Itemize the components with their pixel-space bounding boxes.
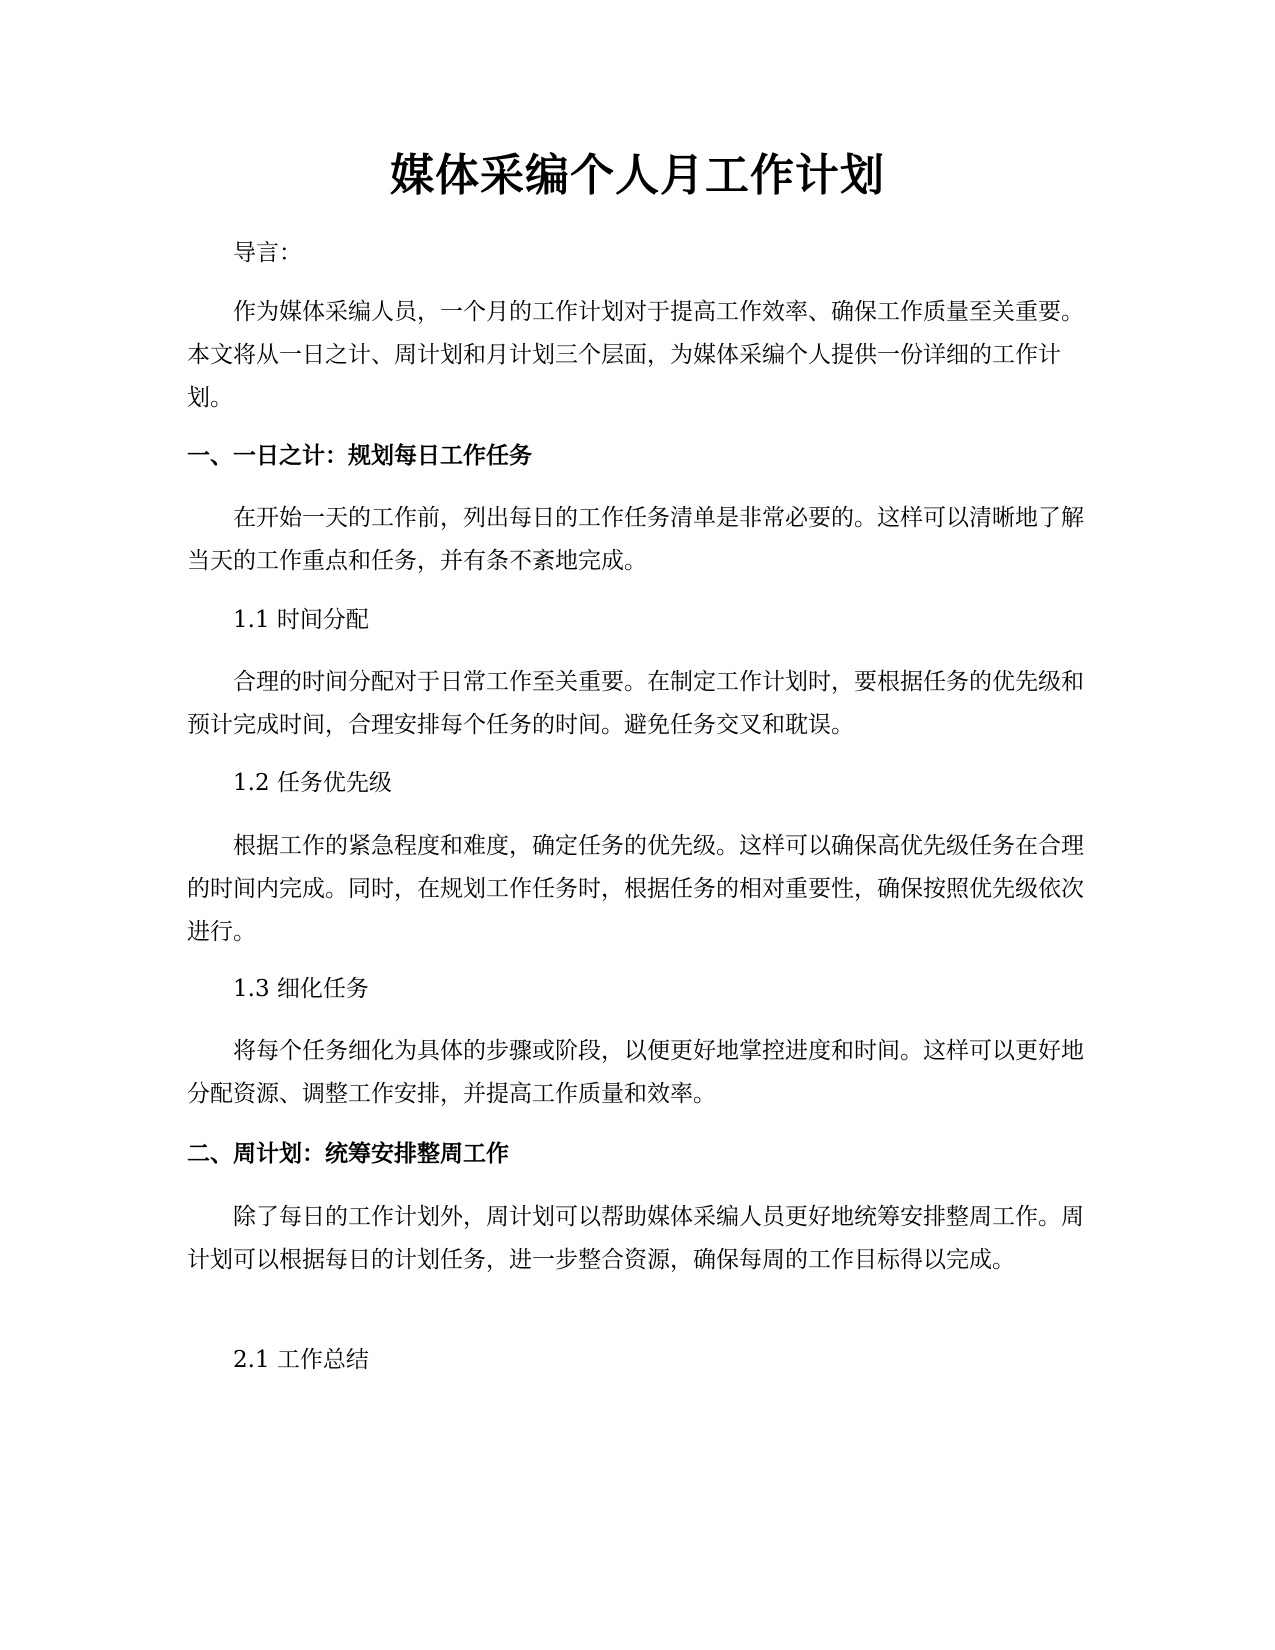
section-2-heading: 二、周计划：统筹安排整周工作 — [187, 1141, 509, 1167]
intro-label: 导言： — [233, 240, 302, 266]
subsection-1-2-paragraph: 根据工作的紧急程度和难度，确定任务的优先级。这样可以确保高优先级任务在合理的时间内完成。同时，在规划工作任务时，根据任务的相对重要性，确保按照优先级依次进行。 — [187, 833, 1084, 945]
subsection-1-1-paragraph: 合理的时间分配对于日常工作至关重要。在制定工作计划时，要根据任务的优先级和预计完成时间，合理安排每个任务的时间。避免任务交叉和耽误。 — [187, 669, 1084, 738]
subsection-1-3-paragraph: 将每个任务细化为具体的步骤或阶段，以便更好地掌控进度和时间。这样可以更好地分配资源、调整工作安排，并提高工作质量和效率。 — [187, 1038, 1084, 1107]
intro-paragraph: 作为媒体采编人员，一个月的工作计划对于提高工作效率、确保工作质量至关重要。本文将从一日之计、周计划和月计划三个层面，为媒体采编个人提供一份详细的工作计划。 — [187, 299, 1084, 411]
subsection-2-1-title: 2.1 工作总结 — [233, 1347, 369, 1373]
subsection-1-2-title: 1.2 任务优先级 — [233, 770, 392, 796]
subsection-1-3-title: 1.3 细化任务 — [233, 976, 369, 1002]
section-2-paragraph: 除了每日的工作计划外，周计划可以帮助媒体采编人员更好地统筹安排整周工作。周计划可以根据每日的计划任务，进一步整合资源，确保每周的工作目标得以完成。 — [187, 1204, 1084, 1273]
subsection-1-1-title: 1.1 时间分配 — [233, 607, 369, 633]
page-title: 媒体采编个人月工作计划 — [390, 150, 885, 201]
section-1-paragraph: 在开始一天的工作前，列出每日的工作任务清单是非常必要的。这样可以清晰地了解当天的工作重点和任务，并有条不紊地完成。 — [187, 505, 1084, 574]
section-1-heading: 一、一日之计：规划每日工作任务 — [187, 443, 532, 469]
